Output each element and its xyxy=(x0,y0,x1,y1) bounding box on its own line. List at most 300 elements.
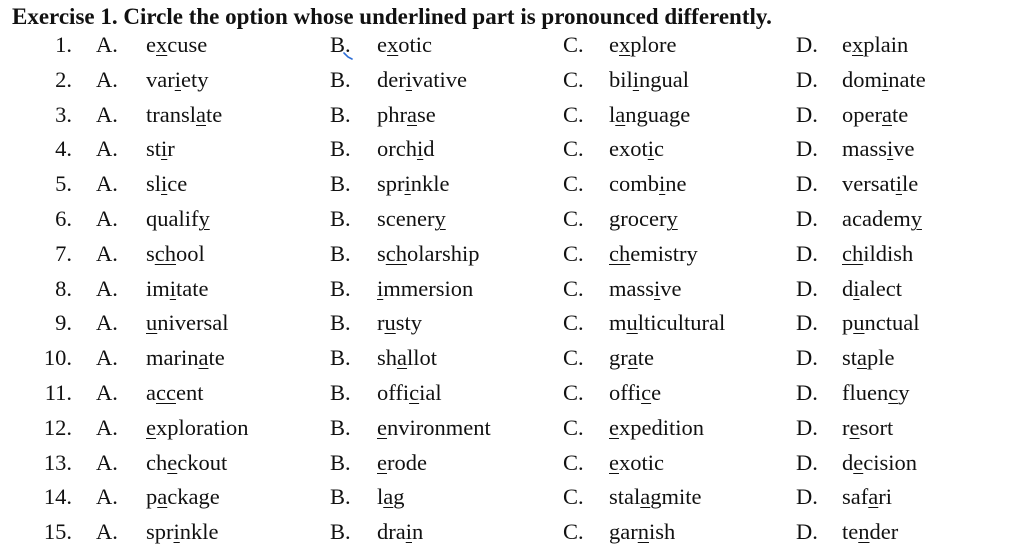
word-part: emistry xyxy=(630,240,698,266)
option-letter: C. xyxy=(563,310,584,336)
option-word[interactable] xyxy=(842,380,909,406)
question-number: 9. xyxy=(55,310,72,336)
option-letter: C. xyxy=(563,205,584,231)
underlined-part: a xyxy=(196,101,206,127)
word-part: te xyxy=(206,101,223,127)
question-number: 14. xyxy=(43,484,72,510)
word-part: xotic xyxy=(619,449,664,475)
word-part: e xyxy=(609,32,619,57)
option-word[interactable] xyxy=(146,415,248,441)
word-part: qualif xyxy=(146,205,199,231)
underlined-part: i xyxy=(173,519,180,545)
option-word[interactable] xyxy=(609,171,687,197)
underlined-part: ch xyxy=(385,240,408,266)
option-letter: C. xyxy=(563,449,584,475)
question-row xyxy=(0,378,1024,413)
word-part: fluen xyxy=(842,379,889,405)
option-word[interactable] xyxy=(146,380,203,406)
option-word[interactable] xyxy=(842,241,913,267)
option-word[interactable] xyxy=(377,484,405,510)
underlined-part: i xyxy=(405,66,412,92)
word-part: plore xyxy=(630,32,677,57)
option-word[interactable] xyxy=(377,310,422,336)
option-letter: B. xyxy=(330,32,351,57)
option-word[interactable] xyxy=(377,206,446,232)
word-part: ngual xyxy=(639,66,690,92)
option-letter: D. xyxy=(796,519,818,545)
option-letter: A. xyxy=(96,205,118,231)
option-letter: D. xyxy=(796,345,818,371)
option-letter: C. xyxy=(563,101,584,127)
word-part: nvironment xyxy=(387,414,491,440)
underlined-part: e xyxy=(146,414,156,440)
option-word[interactable] xyxy=(609,345,654,371)
question-number: 13. xyxy=(43,449,72,475)
option-word[interactable] xyxy=(146,519,219,545)
option-letter: D. xyxy=(796,32,818,57)
underlined-part: u xyxy=(626,310,638,336)
option-word[interactable] xyxy=(146,67,209,93)
underlined-part: e xyxy=(609,449,619,475)
option-letter: C. xyxy=(563,519,584,545)
word-part: vative xyxy=(412,66,467,92)
option-letter: C. xyxy=(563,136,584,162)
word-part: xpedition xyxy=(619,414,704,440)
word-part: ple xyxy=(867,345,895,371)
option-letter: B. xyxy=(330,519,351,545)
question-number: 7. xyxy=(55,240,72,266)
option-word[interactable] xyxy=(609,415,704,441)
word-part: mass xyxy=(609,275,654,301)
question-row xyxy=(0,482,1024,517)
word-part: dom xyxy=(842,66,883,92)
word-part: ckout xyxy=(177,449,228,475)
option-word[interactable] xyxy=(842,484,892,510)
word-part: se xyxy=(417,101,436,127)
word-part: s xyxy=(146,240,155,266)
underlined-part: ch xyxy=(842,240,864,266)
underlined-part: y xyxy=(910,205,922,231)
question-number: 4. xyxy=(55,136,72,162)
underlined-part: i xyxy=(895,171,902,197)
question-number: 2. xyxy=(55,66,72,92)
option-word[interactable] xyxy=(377,345,437,371)
option-word[interactable] xyxy=(609,310,725,336)
word-part: ch xyxy=(146,449,168,475)
word-part: p xyxy=(146,484,158,510)
word-part: cision xyxy=(863,449,917,475)
option-letter: B. xyxy=(330,240,351,266)
underlined-part: i xyxy=(853,275,860,301)
word-part: y xyxy=(898,379,910,405)
option-letter: D. xyxy=(796,171,818,197)
word-part: olarship xyxy=(407,240,480,266)
underlined-part: a xyxy=(397,345,408,371)
option-word[interactable] xyxy=(842,206,922,232)
option-letter: B. xyxy=(330,136,351,162)
word-part: e xyxy=(651,379,662,405)
word-part: rode xyxy=(387,449,427,475)
option-letter: A. xyxy=(96,66,118,92)
option-letter: A. xyxy=(96,171,118,197)
word-part: ri xyxy=(878,484,892,510)
underlined-part: i xyxy=(882,66,889,92)
option-letter: B. xyxy=(330,414,351,440)
underlined-part: i xyxy=(174,66,181,92)
underlined-part: i xyxy=(647,136,655,162)
option-letter: A. xyxy=(96,136,118,162)
option-word[interactable] xyxy=(609,206,678,232)
underlined-part: a xyxy=(383,484,394,510)
option-letter: B. xyxy=(330,205,351,231)
question-row xyxy=(0,343,1024,378)
word-part: versat xyxy=(842,171,896,197)
word-part: ce xyxy=(167,171,188,197)
option-word[interactable] xyxy=(842,415,893,441)
word-part: xploration xyxy=(156,414,249,440)
word-part: ildish xyxy=(863,240,914,266)
word-part: offi xyxy=(609,379,642,405)
underlined-part: i xyxy=(659,171,666,197)
underlined-part: cc xyxy=(156,379,176,405)
underlined-part: e xyxy=(377,414,387,440)
question-number: 8. xyxy=(55,275,72,301)
word-part: cuse xyxy=(167,32,208,57)
word-part: te xyxy=(842,519,859,545)
option-word[interactable] xyxy=(377,380,442,406)
option-letter: C. xyxy=(563,66,584,92)
question-row xyxy=(0,517,1024,552)
word-part: gr xyxy=(609,345,628,371)
word-part: nctual xyxy=(864,310,920,336)
word-part: spr xyxy=(146,519,174,545)
word-part: sty xyxy=(395,310,423,336)
word-part: ial xyxy=(419,379,442,405)
option-letter: A. xyxy=(96,519,118,545)
option-word[interactable] xyxy=(377,102,436,128)
underlined-part: a xyxy=(881,101,892,127)
word-part: n xyxy=(412,519,424,545)
word-part: marin xyxy=(146,345,199,371)
word-part: ckage xyxy=(167,484,220,510)
word-part: niversal xyxy=(157,310,229,336)
option-word[interactable] xyxy=(377,67,467,93)
question-row xyxy=(0,100,1024,135)
word-part: a xyxy=(146,379,156,405)
word-part: l xyxy=(377,484,384,510)
option-word[interactable] xyxy=(842,171,918,197)
option-word[interactable] xyxy=(146,345,225,371)
word-part: e xyxy=(377,32,387,57)
option-letter: A. xyxy=(96,275,118,301)
option-letter: A. xyxy=(96,449,118,475)
word-part: p xyxy=(842,310,854,336)
option-letter: A. xyxy=(96,310,118,336)
option-word[interactable] xyxy=(146,310,228,336)
option-word[interactable] xyxy=(146,450,227,476)
option-word[interactable] xyxy=(609,136,664,162)
option-word[interactable] xyxy=(842,276,902,302)
option-letter: A. xyxy=(96,379,118,405)
underlined-part: y xyxy=(198,205,210,231)
word-part: bil xyxy=(609,66,633,92)
option-letter: A. xyxy=(96,101,118,127)
underlined-part: x xyxy=(619,32,631,57)
word-part: academ xyxy=(842,205,911,231)
underlined-part: i xyxy=(632,66,640,92)
underlined-part: a xyxy=(407,101,417,127)
option-word[interactable] xyxy=(609,484,702,510)
underlined-part: i xyxy=(404,171,411,197)
option-letter: D. xyxy=(796,310,818,336)
word-part: tate xyxy=(176,275,209,301)
option-word[interactable] xyxy=(377,276,473,302)
word-part: der xyxy=(869,519,899,545)
word-part: st xyxy=(146,136,162,162)
underlined-part: e xyxy=(377,449,387,475)
underlined-part: e xyxy=(609,414,619,440)
option-letter: C. xyxy=(563,171,584,197)
question-row xyxy=(0,30,1024,65)
option-word[interactable] xyxy=(842,136,915,162)
option-letter: D. xyxy=(796,275,818,301)
option-letter: D. xyxy=(796,449,818,475)
underlined-part: c xyxy=(641,379,652,405)
question-number: 12. xyxy=(43,414,72,440)
question-list xyxy=(0,30,1024,552)
option-word[interactable] xyxy=(377,415,491,441)
question-number: 6. xyxy=(55,205,72,231)
option-letter: D. xyxy=(796,414,818,440)
word-part: nate xyxy=(888,66,926,92)
underlined-part: i xyxy=(161,171,168,197)
option-word[interactable] xyxy=(146,206,210,232)
underlined-part: a xyxy=(627,345,638,371)
option-letter: C. xyxy=(563,484,584,510)
word-part: der xyxy=(377,66,406,92)
option-word[interactable] xyxy=(609,32,676,58)
option-word[interactable] xyxy=(842,450,917,476)
word-part: ve xyxy=(893,136,915,162)
underlined-part: u xyxy=(146,310,158,336)
underlined-part: i xyxy=(405,519,412,545)
word-part: d xyxy=(842,275,854,301)
option-word[interactable] xyxy=(146,102,222,128)
word-part: otic xyxy=(398,32,432,57)
underlined-part: i xyxy=(169,275,177,301)
underlined-part: y xyxy=(666,205,678,231)
option-word[interactable] xyxy=(377,450,427,476)
word-part: var xyxy=(146,66,175,92)
word-part: r xyxy=(377,310,385,336)
option-word[interactable] xyxy=(609,519,675,545)
word-part: ne xyxy=(665,171,687,197)
word-part: e xyxy=(842,32,852,57)
underlined-part: a xyxy=(157,484,168,510)
option-word[interactable] xyxy=(609,276,682,302)
pen-mark xyxy=(343,52,353,60)
question-number: 15. xyxy=(43,519,72,545)
word-part: sort xyxy=(859,414,894,440)
option-letter: C. xyxy=(563,414,584,440)
question-row xyxy=(0,413,1024,448)
option-word[interactable] xyxy=(146,171,187,197)
underlined-part: x xyxy=(156,32,168,57)
option-word[interactable] xyxy=(146,32,207,58)
question-row xyxy=(0,134,1024,169)
option-letter: A. xyxy=(96,240,118,266)
option-word[interactable] xyxy=(842,102,908,128)
underlined-part: i xyxy=(161,136,168,162)
underlined-part: c xyxy=(888,379,899,405)
option-letter: D. xyxy=(796,136,818,162)
word-part: e xyxy=(146,32,156,57)
option-word[interactable] xyxy=(146,241,205,267)
option-word[interactable] xyxy=(609,380,661,406)
underlined-part: n xyxy=(637,519,649,545)
option-word[interactable] xyxy=(146,484,220,510)
option-word[interactable] xyxy=(609,241,698,267)
word-part: exot xyxy=(609,136,648,162)
question-number: 10. xyxy=(43,345,72,371)
underlined-part: i xyxy=(654,275,661,301)
word-part: le xyxy=(902,171,919,197)
question-number: 1. xyxy=(55,32,72,57)
option-word[interactable] xyxy=(842,519,898,545)
option-word[interactable] xyxy=(842,67,926,93)
option-word[interactable] xyxy=(377,32,432,58)
word-part: sl xyxy=(146,171,162,197)
question-row xyxy=(0,274,1024,309)
option-word[interactable] xyxy=(609,450,664,476)
option-word[interactable] xyxy=(377,171,450,197)
underlined-part: e xyxy=(853,449,864,475)
word-part: nkle xyxy=(179,519,219,545)
word-part: nguage xyxy=(625,101,691,127)
word-part: mass xyxy=(842,136,887,162)
word-part: comb xyxy=(609,171,659,197)
word-part: phr xyxy=(377,101,407,127)
word-part: ve xyxy=(660,275,682,301)
option-letter: A. xyxy=(96,345,118,371)
underlined-part: e xyxy=(849,414,860,440)
word-part: stal xyxy=(609,484,641,510)
option-word[interactable] xyxy=(377,241,480,267)
word-part: grocer xyxy=(609,205,667,231)
question-row xyxy=(0,65,1024,100)
underlined-part: a xyxy=(615,101,626,127)
option-word[interactable] xyxy=(377,136,435,162)
word-part: spr xyxy=(377,171,405,197)
word-part: oper xyxy=(842,101,882,127)
option-word[interactable] xyxy=(146,276,209,302)
underlined-part: i xyxy=(416,136,424,162)
option-letter: C. xyxy=(563,240,584,266)
underlined-part: i xyxy=(887,136,894,162)
option-word[interactable] xyxy=(842,32,908,58)
option-letter: B. xyxy=(330,379,351,405)
option-word[interactable] xyxy=(842,345,895,371)
underlined-part: x xyxy=(387,32,399,57)
option-letter: D. xyxy=(796,484,818,510)
word-part: te xyxy=(891,101,909,127)
question-row xyxy=(0,204,1024,239)
underlined-part: u xyxy=(384,310,396,336)
option-letter: B. xyxy=(330,449,351,475)
word-part: d xyxy=(423,136,435,162)
underlined-part: ch xyxy=(154,240,177,266)
word-part: transl xyxy=(146,101,196,127)
word-part: d xyxy=(842,449,854,475)
option-letter: A. xyxy=(96,414,118,440)
underlined-part: e xyxy=(167,449,178,475)
word-part: llot xyxy=(407,345,438,371)
word-part: g xyxy=(393,484,405,510)
option-letter: B. xyxy=(330,484,351,510)
word-part: gar xyxy=(609,519,638,545)
option-word[interactable] xyxy=(842,310,919,336)
question-row xyxy=(0,308,1024,343)
question-number: 3. xyxy=(55,101,72,127)
word-part: alect xyxy=(859,275,902,301)
option-letter: B. xyxy=(330,101,351,127)
option-letter: C. xyxy=(563,275,584,301)
word-part: s xyxy=(377,240,386,266)
word-part: te xyxy=(637,345,654,371)
option-word[interactable] xyxy=(377,519,423,545)
word-part: te xyxy=(208,345,225,371)
option-word[interactable] xyxy=(609,67,689,93)
word-part: lticultural xyxy=(637,310,726,336)
question-row xyxy=(0,239,1024,274)
question-row xyxy=(0,169,1024,204)
option-word[interactable] xyxy=(146,136,175,162)
underlined-part: ch xyxy=(609,240,631,266)
word-part: ety xyxy=(181,66,209,92)
word-part: st xyxy=(842,345,858,371)
question-row xyxy=(0,448,1024,483)
word-part: r xyxy=(842,414,850,440)
underlined-part: u xyxy=(853,310,865,336)
word-part: gmite xyxy=(650,484,702,510)
underlined-part: n xyxy=(858,519,870,545)
option-letter: D. xyxy=(796,101,818,127)
exercise-title: Exercise 1. Circle the option whose underlined part is pronounced differently. xyxy=(12,4,772,29)
option-word[interactable] xyxy=(609,102,690,128)
word-part: orch xyxy=(377,136,417,162)
option-letter: B. xyxy=(330,66,351,92)
word-part: ool xyxy=(176,240,205,266)
underlined-part: c xyxy=(409,379,420,405)
option-letter: D. xyxy=(796,66,818,92)
word-part: im xyxy=(146,275,170,301)
option-letter: D. xyxy=(796,240,818,266)
word-part: mmersion xyxy=(383,275,474,301)
word-part: ent xyxy=(175,379,204,405)
word-part: dra xyxy=(377,519,406,545)
underlined-part: x xyxy=(852,32,864,57)
word-part: m xyxy=(609,310,627,336)
underlined-part: a xyxy=(857,345,868,371)
word-part: offi xyxy=(377,379,410,405)
underlined-part: i xyxy=(377,275,384,301)
question-number: 5. xyxy=(55,171,72,197)
word-part: c xyxy=(654,136,665,162)
option-letter: B. xyxy=(330,310,351,336)
option-letter: C. xyxy=(563,345,584,371)
word-part: l xyxy=(609,101,616,127)
option-letter: C. xyxy=(563,379,584,405)
